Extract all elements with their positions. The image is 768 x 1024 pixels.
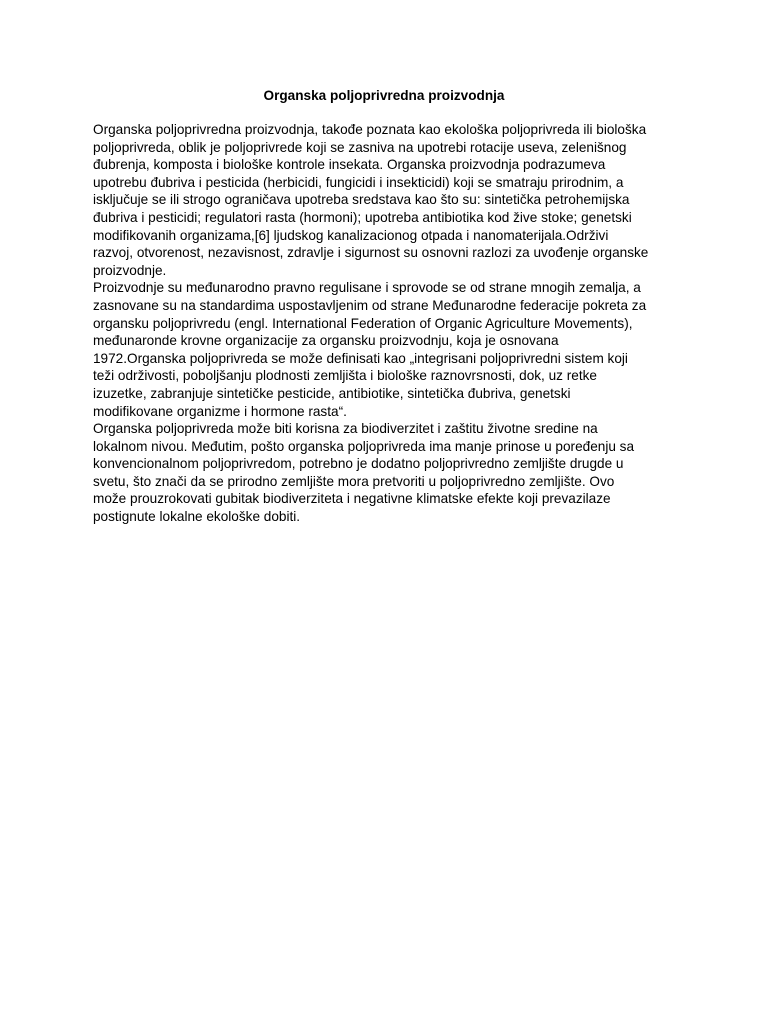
- text-line: Organska poljoprivredna proizvodnja, takođe poznata kao ekološka poljoprivreda ili biološka: [93, 122, 647, 137]
- text-line: svetu, što znači da se prirodno zemljište mora pretvoriti u poljoprivredno zemljište. Ovo: [93, 473, 615, 489]
- text-line: teži održivosti, poboljšanju plodnosti zemljišta i biološke raznovrsnosti, dok, uz retke: [93, 368, 597, 384]
- text-line: modifikovane organizme i hormone rasta“.: [93, 403, 347, 419]
- text-line: konvencionalnom poljoprivredom, potrebno je dodatno poljoprivredno zemljište drugde u: [93, 456, 624, 472]
- text-line: međunaronde krovne organizacije za organsku proizvodnju, koja je osnovana: [93, 333, 559, 349]
- document-body: [93, 121, 678, 526]
- paragraph-2: [93, 279, 678, 420]
- text-line: lokalnom nivou. Međutim, pošto organska poljoprivreda ima manje prinose u poređenju sa: [93, 438, 635, 454]
- text-line: izuzetke, zabranjuje sintetičke pesticide, antibiotike, sintetička đubriva, genetski: [93, 385, 571, 401]
- text-line: zasnovane su na standardima uspostavljenim od strane Međunarodne federacije pokreta za: [93, 297, 647, 313]
- paragraph-3: [93, 420, 678, 526]
- text-line: postignute lokalne ekološke dobiti.: [93, 509, 301, 525]
- text-line: đubrenja, komposta i biološke kontrole insekata. Organska proizvodnja podrazumeva: [93, 157, 606, 173]
- text-line: Proizvodnje su međunarodno pravno regulisane i sprovode se od strane mnogih zemalja, a: [93, 280, 641, 296]
- text-line: Organska poljoprivreda može biti korisna za biodiverzitet i zaštitu životne sredine na: [93, 421, 598, 437]
- text-line: razvoj, otvorenost, nezavisnost, zdravlje i sigurnost su osnovni razlozi za uvođenje organske: [93, 245, 649, 261]
- text-line: proizvodnje.: [93, 262, 167, 278]
- text-line: organsku poljoprivredu (engl. International Federation of Organic Agriculture Movements),: [93, 315, 633, 331]
- text-line: isključuje se ili strogo ograničava upotreba sredstava kao što su: sintetička petrohemijska: [93, 192, 630, 208]
- paragraph-1: [93, 121, 678, 279]
- text-line: 1972.Organska poljoprivreda se može definisati kao „integrisani poljoprivredni sistem koji: [93, 350, 628, 366]
- text-line: poljoprivreda, oblik je poljoprivrede koji se zasniva na upotrebi rotacije useva, zelenišnog: [93, 139, 627, 155]
- text-line: može prouzrokovati gubitak biodiverziteta i negativne klimatske efekte koji prevazilaze: [93, 491, 611, 507]
- document-title: Organska poljoprivredna proizvodnja: [263, 88, 505, 103]
- text-line: modifikovanih organizama,[6] ljudskog kanalizacionog otpada i nanomaterijala.Održivi: [93, 227, 609, 243]
- text-line: đubriva i pesticidi; regulatori rasta (hormoni); upotreba antibiotika kod žive stoke; genetski: [93, 209, 632, 225]
- text-line: upotrebu đubriva i pesticida (herbicidi, fungicidi i insekticidi) koji se smatraju prirodnim, a: [93, 174, 624, 190]
